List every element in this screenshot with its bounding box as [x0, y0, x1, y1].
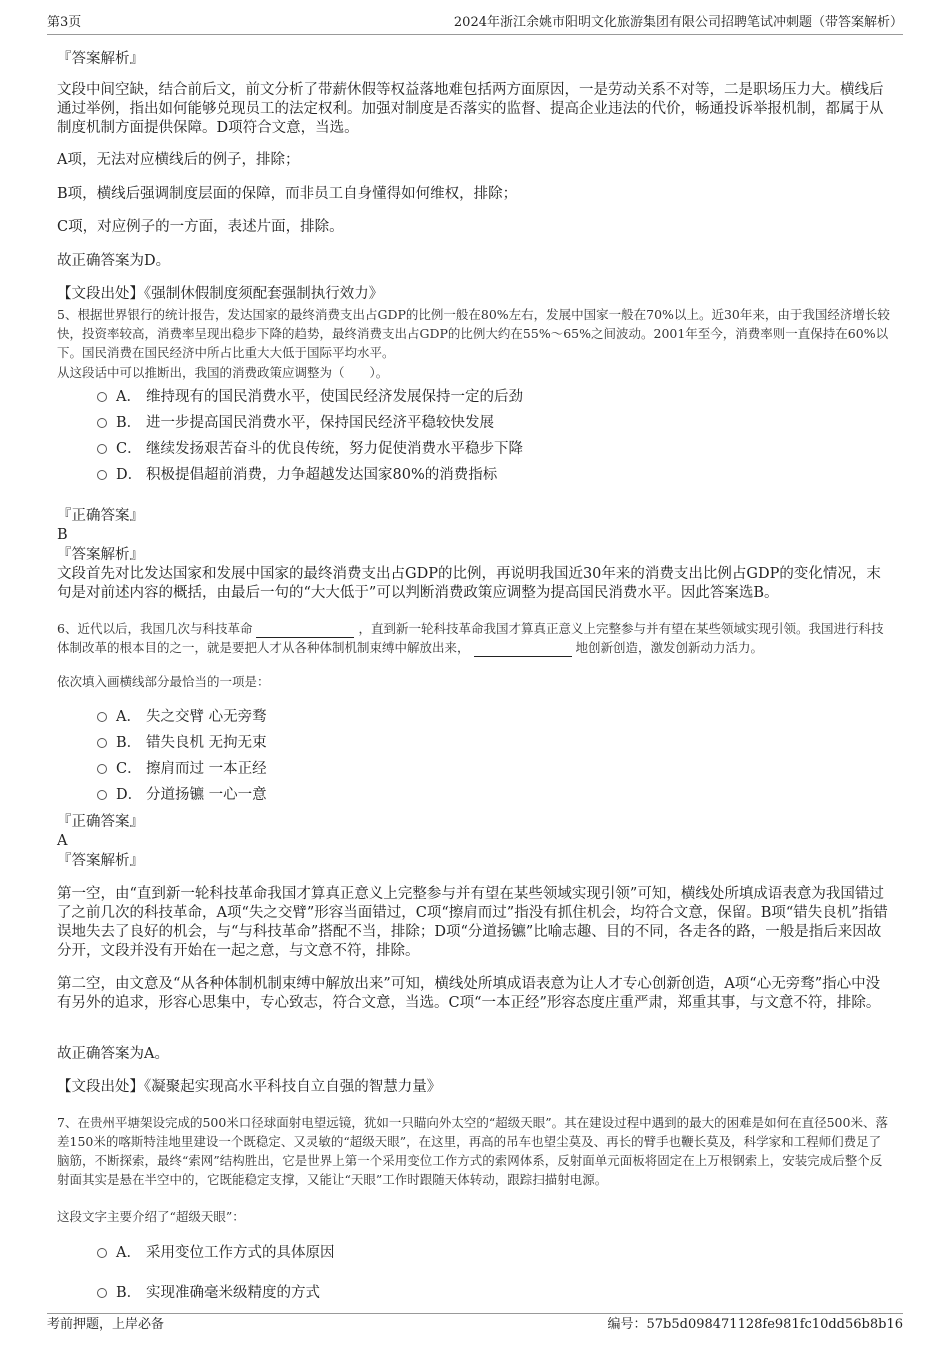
radio-icon[interactable] [97, 444, 107, 454]
q6-option-d[interactable]: D． 分道扬镳 一心一意 [97, 786, 267, 804]
q5-option-c[interactable]: C． 继续发扬艰苦奋斗的优良传统，努力促使消费水平稳步下降 [97, 440, 523, 458]
q5-answer: B [57, 527, 68, 543]
q6-correct-label: 『正确答案』 [57, 814, 144, 830]
radio-icon[interactable] [97, 392, 107, 402]
q5-option-a[interactable]: A． 维持现有的国民消费水平，使国民经济发展保持一定的后劲 [97, 388, 523, 406]
q5-option-b[interactable]: B． 进一步提高国民消费水平，保持国民经济平稳较快发展 [97, 414, 494, 432]
page-footer [47, 1313, 903, 1336]
q6-option-a[interactable]: A． 失之交臂 心无旁骛 [97, 708, 267, 726]
radio-icon[interactable] [97, 712, 107, 722]
analysis-paragraph [57, 81, 892, 138]
analysis-option-c: C项，对应例子的一方面，表述片面，排除。 [57, 219, 344, 235]
radio-icon[interactable] [97, 470, 107, 480]
document-title: 2024年浙江余姚市阳明文化旅游集团有限公司招聘笔试冲刺题（带答案解析） [453, 15, 903, 30]
q6-source: 【文段出处】《凝聚起实现高水平科技自立自强的智慧力量》 [57, 1079, 442, 1095]
q6-question: 依次填入画横线部分最恰当的一项是： [57, 674, 270, 689]
conclusion: 故正确答案为D。 [57, 253, 171, 269]
q6-analysis-p1: 第一空，由“直到新一轮科技革命我国才算真正意义上完整参与并有望在某些领域实现引领”可知，横线处所填成语表意为我国错过了之前几次的科技革命，A项“失之交臂”形容当面错过，C项“擦肩而过”指没有抓住机会，均符合文意，保留。B项“错失良机”指错误地失去了良好的机会，与“与科技革命”搭配不当，排除；D项“分道扬镳”比喻志趣、目的不同，各走各的路，一般是指后来因故分开，文段并没有开始在一起之意，与文意不符，排除。 [57, 886, 888, 959]
q5-correct-label: 『正确答案』 [57, 508, 144, 524]
blank-2 [474, 642, 572, 657]
source-citation: 【文段出处】《强制休假制度须配套强制执行效力》 [57, 286, 384, 302]
q6-option-c[interactable]: C． 擦肩而过 一本正经 [97, 760, 267, 778]
q5-analysis-label: 『答案解析』 [57, 547, 144, 563]
radio-icon[interactable] [97, 790, 107, 800]
analysis-option-a: A项，无法对应横线后的例子，排除； [57, 152, 300, 168]
q6-stem: 6、近代以后，我国几次与科技革命 ，直到新一轮科技革命我国才算真正意义上完整参与并有望在某些领域实现引领。我国进行科技体制改革的根本目的之一，就是要把人才从各种体制机制束缚中解放出来， 地创新创造，激发创新动力活力。 [57, 621, 884, 655]
analysis-text: 文段中间空缺，结合前后文，前文分析了带薪休假等权益落地难包括两方面原因，一是劳动关系不对等，二是职场压力大。横线后通过举例，指出如何能够兑现员工的法定权利。加强对制度是否落实的监督、提高企业违法的代价，畅通投诉举报机制，都属于从制度机制方面提供保障。D项符合文意，当选。 [57, 82, 884, 136]
q7-option-a[interactable]: A． 采用变位工作方式的具体原因 [97, 1244, 335, 1262]
document-id: 编号：57b5d098471128fe981fc10dd56b8b16 [607, 1317, 903, 1332]
q7-option-b[interactable]: B． 实现准确毫米级精度的方式 [97, 1284, 320, 1302]
radio-icon[interactable] [97, 738, 107, 748]
page-header [47, 14, 903, 35]
q7-question: 这段文字主要介绍了“超级天眼”： [57, 1209, 245, 1224]
q5-analysis: 文段首先对比发达国家和发展中国家的最终消费支出占GDP的比例，再说明我国近30年来的消费支出比例占GDP的变化情况，末句是对前述内容的概括，由最后一句的“大大低于”可以判断消费政策应调整为提高国民消费水平。因此答案选B。 [57, 566, 881, 601]
q6-option-b[interactable]: B． 错失良机 无拘无束 [97, 734, 267, 752]
q5-stem: 5、根据世界银行的统计报告，发达国家的最终消费支出占GDP的比例一般在80%左右，发展中国家一般在70%以上。近30年来，由于我国经济增长较快，投资率较高，消费率呈现出稳步下降的趋势，最终消费支出占GDP的比例大约在55%～65%之间波动。2001年至今，消费率则一直保持在60%以下。国民消费在国民经济中所占比重大大低于国际平均水平。 [57, 307, 890, 360]
analysis-label: 『答案解析』 [57, 51, 144, 67]
radio-icon[interactable] [97, 418, 107, 428]
radio-icon[interactable] [97, 764, 107, 774]
analysis-option-b: B项，横线后强调制度层面的保障，而非员工自身懂得如何维权，排除； [57, 186, 518, 202]
radio-icon[interactable] [97, 1288, 107, 1298]
q6-answer: A [57, 833, 68, 849]
q7-stem: 7、在贵州平塘架设完成的500米口径球面射电望远镜，犹如一只瞄向外太空的“超级天眼”。其在建设过程中遇到的最大的困难是如何在直径500米、落差150米的喀斯特洼地里建设一个既稳定、又灵敏的“超级天眼”，在这里，再高的吊车也望尘莫及、再长的臂手也鞭长莫及，科学家和工程师们费足了脑筋，不断探索，最终“索网”结构胜出，它是世界上第一个采用变位工作方式的索网体系，反射面单元面板将固定在上万根钢索上，安装完成后整个反射面其实是悬在半空中的，它既能稳定支撑，又能让“天眼”工作时跟随天体转动，跟踪扫描射电源。 [57, 1115, 888, 1187]
q5-option-d[interactable]: D． 积极提倡超前消费，力争超越发达国家80%的消费指标 [97, 466, 497, 484]
footer-slogan: 考前押题，上岸必备 [47, 1317, 165, 1332]
q6-analysis-p2: 第二空，由文意及“从各种体制机制束缚中解放出来”可知，横线处所填成语表意为让人才专心创新创造，A项“心无旁骛”指心中没有另外的追求，形容心思集中，专心致志，符合文意，当选。C项“一本正经”形容态度庄重严肃，郑重其事，与文意不符，排除。 [57, 976, 881, 1011]
blank-1 [256, 623, 354, 638]
q5-question: 从这段话中可以推断出，我国的消费政策应调整为（ ）。 [57, 365, 389, 380]
radio-icon[interactable] [97, 1248, 107, 1258]
page-number: 第3页 [47, 15, 82, 30]
q6-analysis-label: 『答案解析』 [57, 853, 144, 869]
q6-conclusion: 故正确答案为A。 [57, 1046, 169, 1062]
